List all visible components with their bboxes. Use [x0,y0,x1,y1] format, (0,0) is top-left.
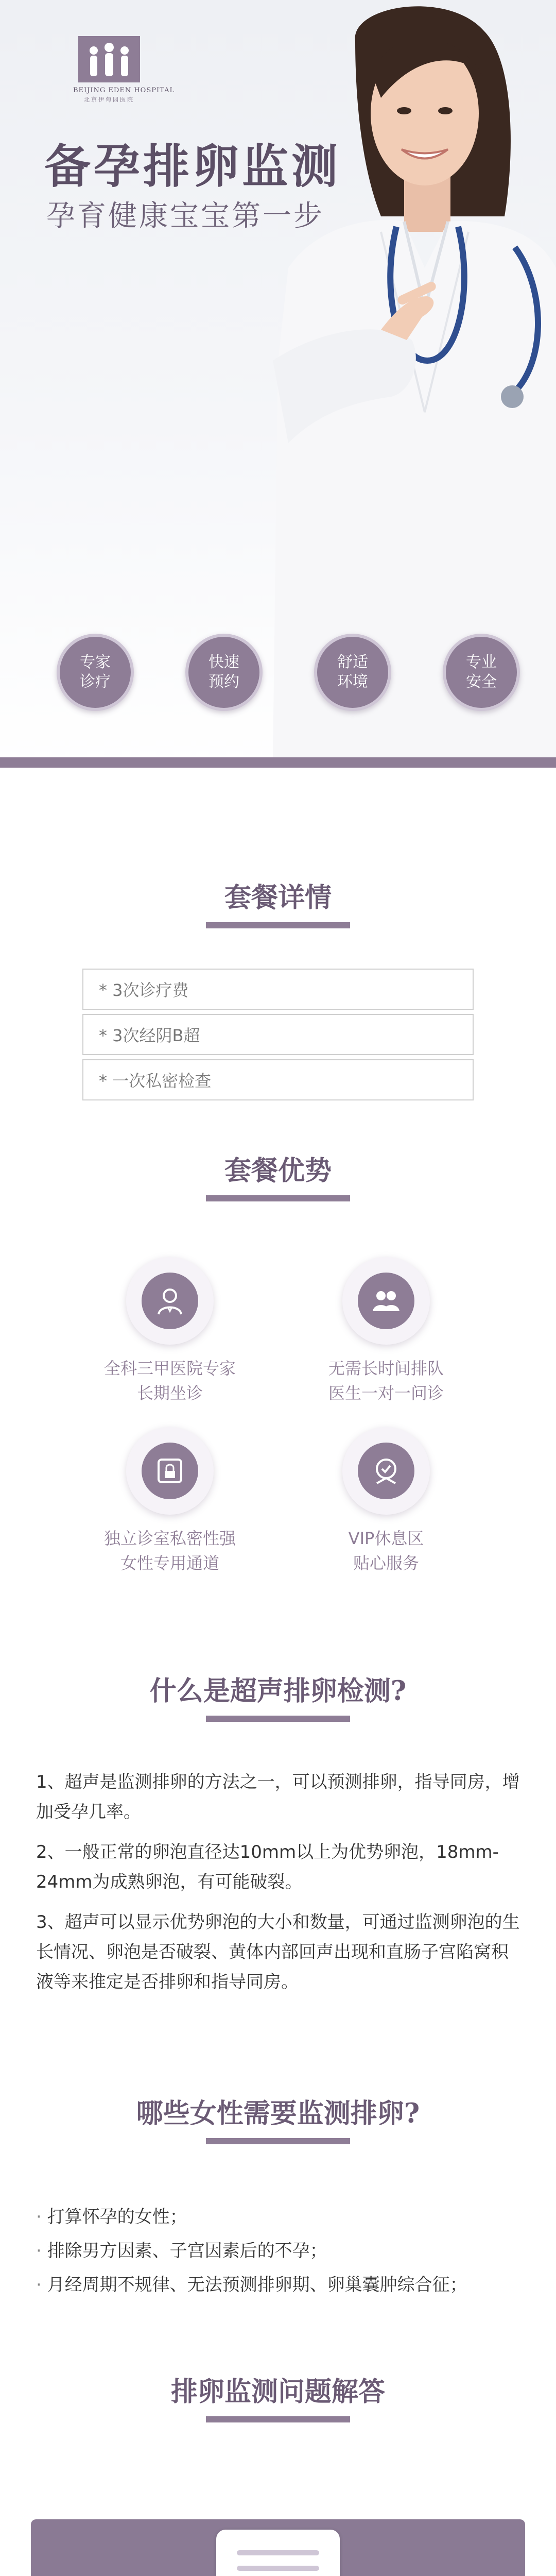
hero-divider [0,757,556,768]
package-list [82,969,474,1105]
hero-badges [57,634,520,711]
what-is-paragraph: 3、超声可以显示优势卵泡的大小和数量，可通过监测卵泡的生长情况、卵泡是否破裂、黄体内部回声出现和直肠子宫陷窝积液等来推定是否排卵和指导同房。 [36,1912,520,1992]
hero-title: 备孕排卵监测 [44,139,341,194]
people-icon [370,1284,403,1317]
badge-comfort: 舒适环境 [314,634,391,711]
what-is-paragraph: 1、超声是监测排卵的方法之一，可以预测排卵，指导同房，增加受孕几率。 [36,1772,520,1822]
package-title-underline [206,922,350,928]
badge-expert: 专家诊疗 [57,634,134,711]
hero-banner [0,0,556,768]
doctor-icon [153,1284,186,1317]
advantages-title: 套餐优势 [224,1155,332,1187]
package-title: 套餐详情 [224,882,332,913]
advantage-line1: 无需长时间排队 [328,1359,444,1378]
logo-icon [73,36,145,82]
faq-card [31,2519,525,2576]
advantage-line1: 全科三甲医院专家 [103,1359,236,1378]
badge-fast-booking: 快速预约 [185,634,263,711]
what-is-title: 什么是超声排卵检测? [149,1675,407,1707]
hero-subtitle: 孕育健康宝宝第一步 [46,199,324,233]
logo-text-cn: 北京伊甸园医院 [84,96,134,103]
advantage-item [67,1257,273,1405]
list-item: · 排除男方因素、子宫因素后的不孕； [36,2234,530,2268]
advantage-line1: 独立诊室私密性强 [103,1529,236,1548]
package-item: * 一次私密检查 [82,1059,474,1100]
what-is-paragraph: 2、一般正常的卵泡直径达10mm以上为优势卵泡，18mm-24mm为成熟卵泡，有可能破裂。 [36,1842,499,1892]
list-item: · 月经周期不规律、无法预测排卵期、卵巢囊肿综合征； [36,2268,530,2302]
faq-title: 排卵监测问题解答 [170,2376,385,2408]
clipboard-clip [216,2530,340,2576]
advantage-line1: VIP休息区 [348,1529,424,1548]
badge-safety: 专业安全 [443,634,520,711]
advantage-line2: 长期坐诊 [136,1383,203,1403]
lock-icon [153,1454,186,1487]
what-is-title-underline [206,1716,350,1722]
who-list [36,2200,530,2302]
advantages-title-underline [206,1195,350,1201]
advantage-item [283,1257,489,1405]
list-item: · 打算怀孕的女性； [36,2200,530,2234]
who-title-underline [206,2138,350,2144]
advantage-line2: 女性专用通道 [120,1553,219,1573]
advantage-item [67,1427,273,1575]
hospital-logo [73,36,175,104]
logo-text-en: BEIJING EDEN HOSPITAL [73,87,175,94]
who-title: 哪些女性需要监测排卵? [136,2098,420,2129]
vip-icon [370,1454,403,1487]
advantage-line2: 医生一对一问诊 [328,1383,444,1403]
what-is-paragraphs [36,1767,525,2007]
advantage-line2: 贴心服务 [353,1553,419,1573]
advantage-item [283,1427,489,1575]
package-item: * 3次诊疗费 [82,969,474,1010]
package-item: * 3次经阴B超 [82,1014,474,1055]
faq-title-underline [206,2416,350,2422]
